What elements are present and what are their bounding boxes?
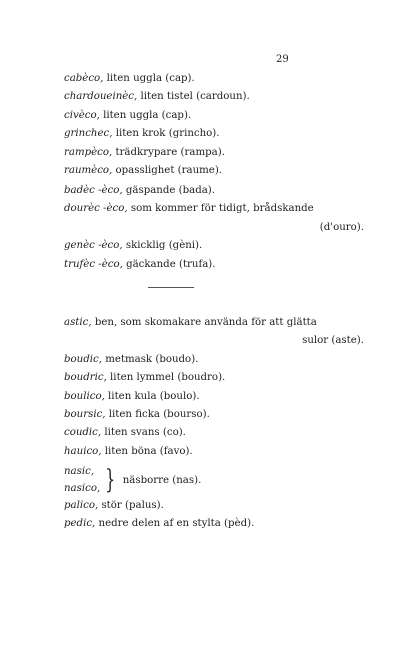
dictionary-entry [64,237,374,255]
dictionary-entry [64,144,374,162]
entry-definition: liten uggla (cap). [99,109,192,121]
entry-continuation: sulor (aste). [302,335,364,347]
dictionary-entry [64,497,374,515]
dictionary-entry [64,314,374,332]
brace-term-2: nasico, [64,483,101,494]
entry-term: raumèco, [64,165,113,177]
dictionary-entry [64,515,374,533]
entry-definition: liten krok (grincho). [112,128,220,140]
entry-definition: liten uggla (cap). [103,73,195,84]
entry-definition: stör (palus). [98,500,164,511]
entry-term: grinchec, [64,128,113,140]
entry-term: rampèco, [64,146,113,158]
entry-definition: nedre delen af en stylta (pèd). [95,518,255,530]
entry-continuation: (d'ouro). [319,221,364,233]
dictionary-entry [64,107,374,125]
dictionary-entry [64,182,374,200]
dictionary-entry [64,88,374,106]
entry-term: boudric, [64,372,107,384]
entry-term: palico, [64,500,99,511]
entry-definition: trädkrypare (rampa). [112,146,225,158]
dictionary-entry [64,443,374,461]
brace-definition: näsborre (nas). [122,474,202,486]
entry-definition: liten svans (co). [101,427,186,439]
entry-group-4 [64,497,374,534]
dictionary-entry [64,424,374,442]
dictionary-entry [64,351,374,369]
brace-entry [64,463,374,497]
entry-term: trufèc -èco, [64,258,123,270]
entry-term: chardoueinèc, [64,91,138,103]
entry-definition: liten böna (favo). [101,445,193,457]
dictionary-entry [64,406,374,424]
entry-term: genèc -èco, [64,240,123,252]
dictionary-entry [64,70,374,88]
entry-definition: som kommer för tidigt, brådskande [127,203,314,215]
page-number: 29 [276,54,289,65]
entry-term: boudic, [64,353,102,365]
entry-term: boulico, [64,390,105,402]
entry-definition: ben, som skomakare använda för att glätta [91,317,317,328]
entry-term: dourèc -èco, [64,203,128,215]
dictionary-entry [64,388,374,406]
entry-term: hauico, [64,445,102,457]
brace-terms [64,463,100,497]
dictionary-entry [64,256,374,274]
entry-definition: liten lymmel (boudro). [106,372,226,384]
brace-icon: } [105,465,116,495]
entry-group-2 [64,182,374,274]
entry-definition: liten ficka (bourso). [105,409,210,421]
entry-definition: gäspande (bada). [122,185,216,196]
entry-group-3 [64,314,374,461]
entry-definition: metmask (boudo). [101,353,199,365]
entry-term: coudic, [64,427,102,439]
entry-group-1 [64,70,374,180]
entry-definition: opasslighet (raume). [112,165,223,177]
entry-definition: liten kula (boulo). [104,390,200,402]
entry-definition: skicklig (gèni). [122,240,203,252]
dictionary-entry [64,125,374,143]
brace-term-1: nasic, [64,466,95,477]
entry-term: badèc -èco, [64,185,123,196]
dictionary-entry [64,200,374,218]
entry-definition: gäckande (trufa). [122,258,216,270]
entry-term: pedic, [64,518,96,530]
brace-block [64,463,374,497]
dictionary-entry [64,162,374,180]
entry-term: astic, [64,317,92,328]
entry-term: civèco, [64,109,100,121]
dictionary-entry [64,369,374,387]
section-divider [148,287,194,288]
entry-term: cabèco, [64,73,104,84]
entry-term: boursic, [64,409,106,421]
entry-definition: liten tistel (cardoun). [137,91,250,103]
